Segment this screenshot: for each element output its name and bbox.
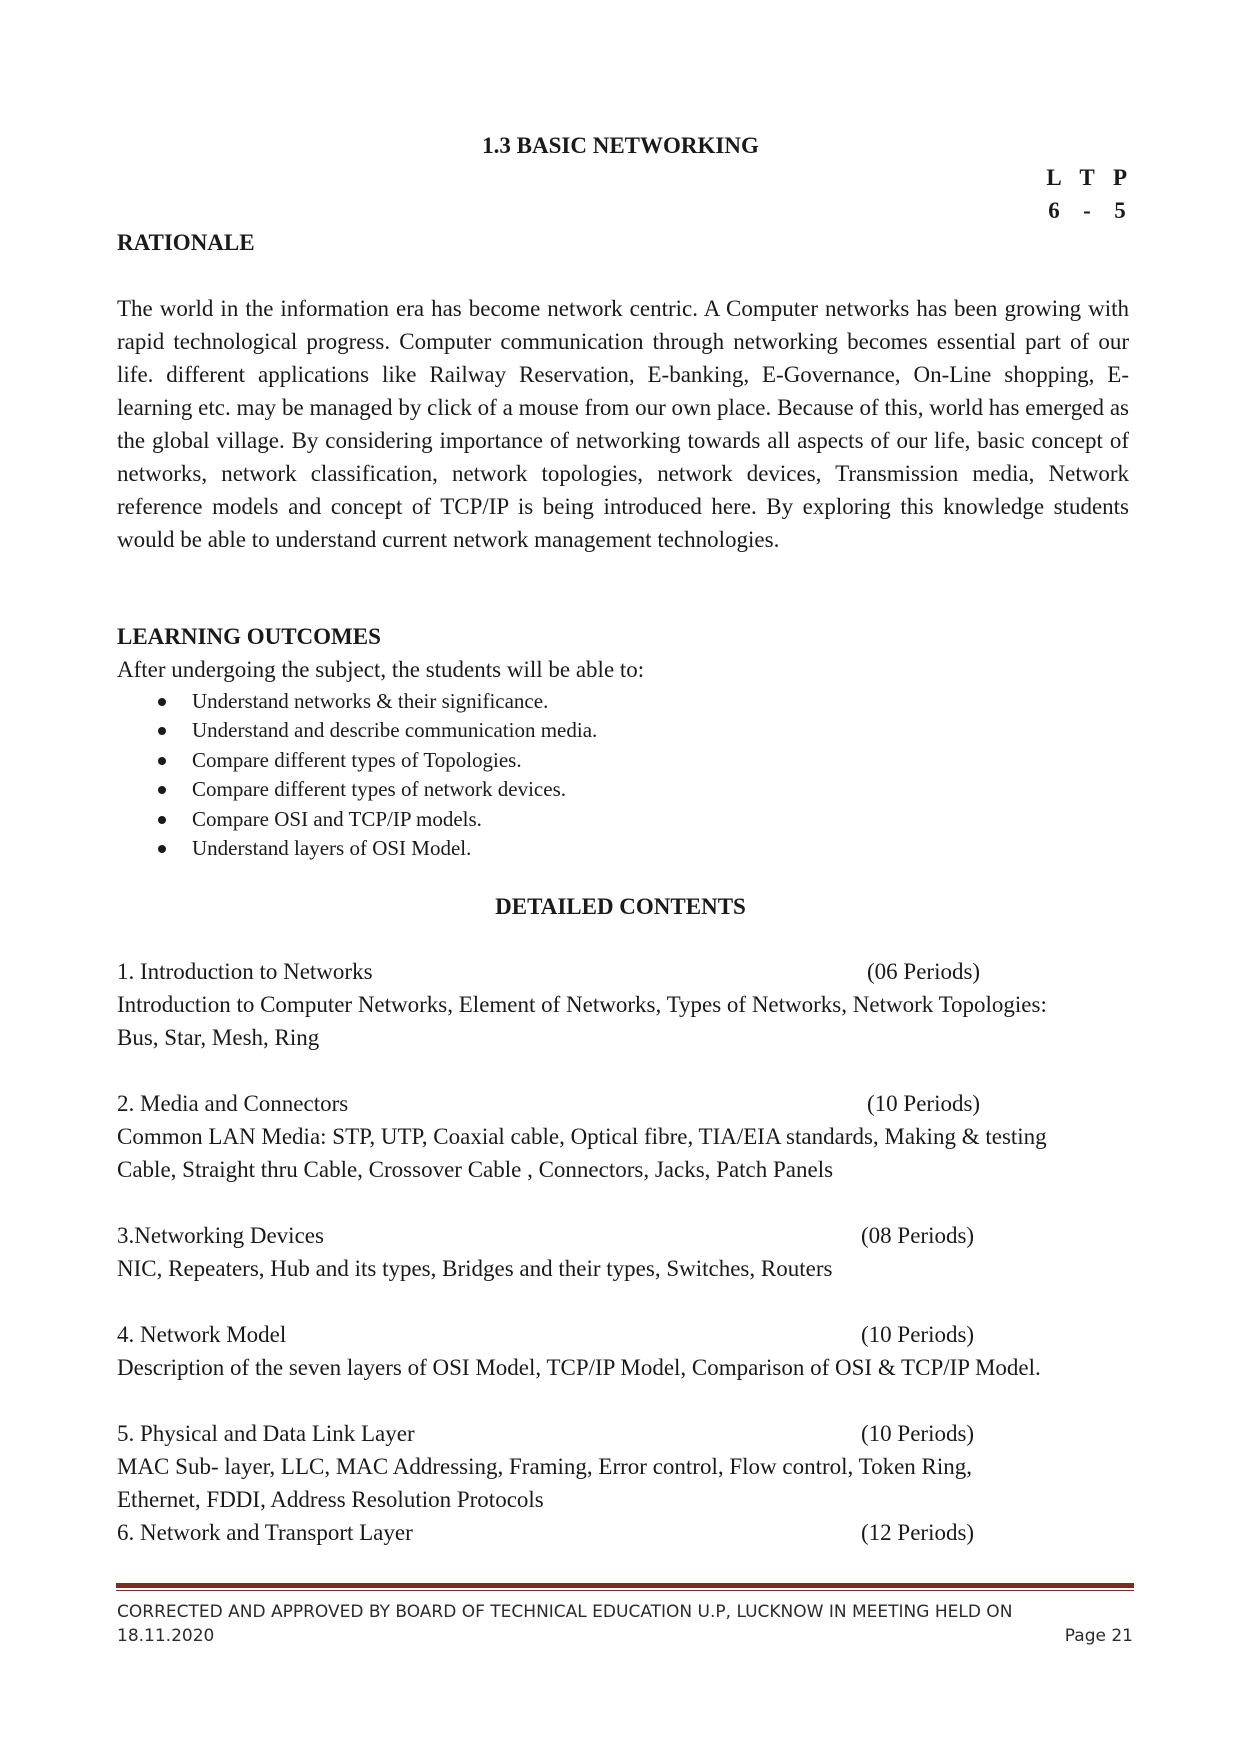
list-item: Understand layers of OSI Model. — [117, 834, 597, 863]
unit-title: 4. Network Model — [117, 1322, 287, 1347]
unit-description: Bus, Star, Mesh, Ring — [117, 1025, 320, 1050]
ltp-headers — [1042, 163, 1132, 193]
unit-title: 1. Introduction to Networks — [117, 959, 373, 984]
bullet-icon — [158, 816, 166, 824]
learning-outcomes-heading: LEARNING OUTCOMES — [117, 624, 381, 649]
list-item: Understand networks & their significance. — [117, 687, 597, 716]
page-number: Page 21 — [1064, 1626, 1133, 1646]
unit-periods: (10 Periods) — [861, 1322, 975, 1347]
ltp-value-p: 5 — [1114, 198, 1126, 223]
unit-title: 2. Media and Connectors — [117, 1091, 349, 1116]
unit-title: 6. Network and Transport Layer — [117, 1520, 413, 1545]
bullet-icon — [158, 698, 166, 706]
unit-description: Common LAN Media: STP, UTP, Coaxial cable, Optical fibre, TIA/EIA standards, Making & testing — [117, 1124, 1047, 1149]
footer-rule-thin — [116, 1590, 1134, 1591]
ltp-values — [1042, 196, 1132, 226]
unit-periods: (10 Periods) — [867, 1091, 981, 1116]
bullet-icon — [158, 727, 166, 735]
unit-title: 5. Physical and Data Link Layer — [117, 1421, 415, 1446]
ltp-header-l: L — [1046, 165, 1062, 190]
page-title: 1.3 BASIC NETWORKING — [482, 133, 759, 158]
list-item: Compare different types of network devices. — [117, 775, 597, 804]
footer-rule — [116, 1583, 1134, 1588]
unit-title: 3.Networking Devices — [117, 1223, 324, 1248]
ltp-value-l: 6 — [1048, 198, 1060, 223]
unit-description: MAC Sub- layer, LLC, MAC Addressing, Framing, Error control, Flow control, Token Ring, — [117, 1454, 973, 1479]
unit-description: Cable, Straight thru Cable, Crossover Cable , Connectors, Jacks, Patch Panels — [117, 1157, 834, 1182]
unit-periods: (08 Periods) — [861, 1223, 975, 1248]
unit-periods: (06 Periods) — [867, 959, 981, 984]
list-item: Compare OSI and TCP/IP models. — [117, 805, 597, 834]
unit-description: NIC, Repeaters, Hub and its types, Bridges and their types, Switches, Routers — [117, 1256, 833, 1281]
detailed-contents-heading: DETAILED CONTENTS — [495, 894, 746, 919]
footer-approval-text: CORRECTED AND APPROVED BY BOARD OF TECHNICAL EDUCATION U.P, LUCKNOW IN MEETING HELD ON — [117, 1602, 1013, 1622]
unit-periods: (12 Periods) — [861, 1520, 975, 1545]
rationale-heading: RATIONALE — [117, 230, 255, 255]
unit-periods: (10 Periods) — [861, 1421, 975, 1446]
bullet-icon — [158, 786, 166, 794]
ltp-header-p: P — [1112, 165, 1128, 190]
learning-outcomes-list — [117, 687, 597, 863]
footer-date: 18.11.2020 — [117, 1626, 215, 1646]
learning-outcomes-intro: After undergoing the subject, the students will be able to: — [117, 657, 645, 682]
unit-description: Introduction to Computer Networks, Element of Networks, Types of Networks, Network Topologies: — [117, 992, 1047, 1017]
list-item: Compare different types of Topologies. — [117, 746, 597, 775]
unit-description: Description of the seven layers of OSI Model, TCP/IP Model, Comparison of OSI & TCP/IP Model. — [117, 1355, 1041, 1380]
rationale-text: The world in the information era has become network centric. A Computer networks has been growing with rapid technological progress. Computer communication through networking becomes essential part of our life. different applications like Railway Reservation, E-banking, E-Governance, On-Line shopping, E-learning etc. may be managed by click of a mouse from our own place. Because of this, world has emerged as the global village. By considering importance of networking towards all aspects of our life, basic concept of networks, network classification, network topologies, network devices, Transmission media, Network reference models and concept of TCP/IP is being introduced here. By exploring this knowledge students would be able to understand current network management technologies. — [117, 296, 1129, 552]
list-item: Understand and describe communication media. — [117, 716, 597, 745]
bullet-icon — [158, 757, 166, 765]
ltp-header-t: T — [1079, 165, 1095, 190]
bullet-icon — [158, 845, 166, 853]
unit-description: Ethernet, FDDI, Address Resolution Protocols — [117, 1487, 544, 1512]
ltp-value-t: - — [1083, 198, 1091, 223]
